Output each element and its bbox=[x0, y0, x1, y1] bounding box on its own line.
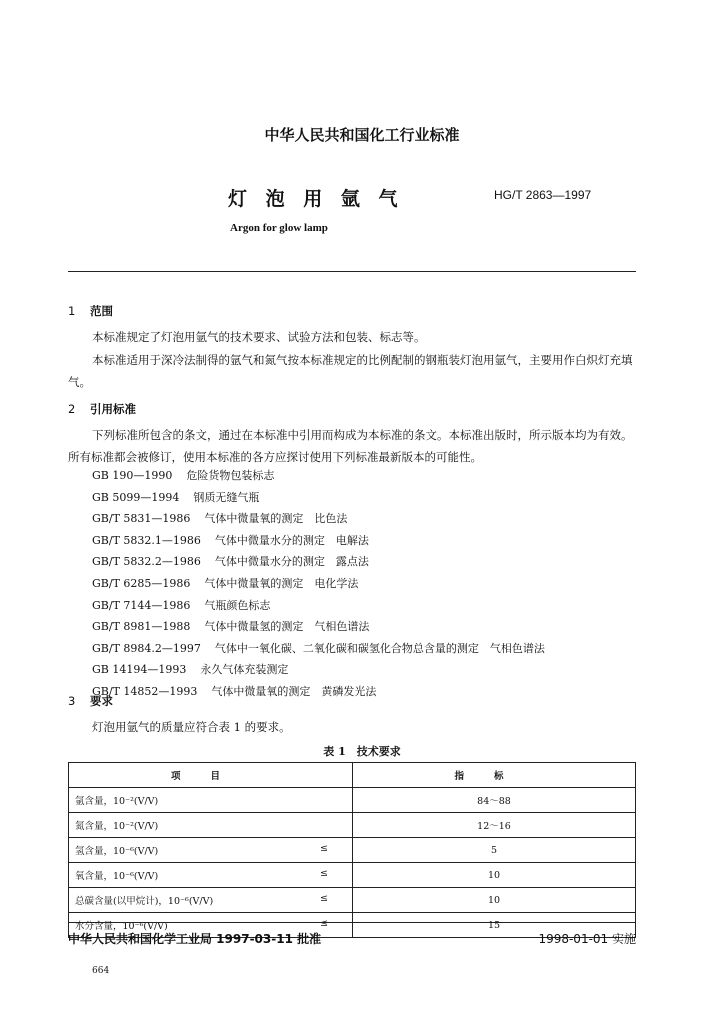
reference-name: 气体中微量氧的测定 黄磷发光法 bbox=[211, 685, 377, 698]
reference-item bbox=[92, 661, 288, 677]
reference-code: GB/T 8984.2—1997 bbox=[92, 641, 201, 655]
reference-code: GB 14194—1993 bbox=[92, 663, 187, 677]
paragraph: 灯泡用氩气的质量应符合表 1 的要求。 bbox=[92, 720, 291, 734]
reference-code: GB/T 5832.1—1986 bbox=[92, 533, 201, 547]
reference-item bbox=[92, 683, 376, 699]
table-row bbox=[69, 813, 636, 838]
reference-item bbox=[92, 532, 369, 548]
reference-code: GB/T 5832.2—1986 bbox=[92, 555, 201, 569]
value-cell: 5 bbox=[353, 838, 636, 863]
reference-code: GB/T 8981—1988 bbox=[92, 620, 191, 634]
reference-name: 气体中微量水分的测定 电解法 bbox=[214, 533, 369, 547]
section-heading: 3 要求 bbox=[68, 694, 113, 708]
operator: ≤ bbox=[320, 893, 328, 904]
standard-header: 中华人民共和国化工行业标准 bbox=[264, 126, 460, 144]
requirements-table bbox=[68, 762, 636, 938]
reference-code: GB/T 6285—1986 bbox=[92, 577, 191, 590]
reference-code: GB 5099—1994 bbox=[92, 490, 180, 504]
section-heading: 1 范围 bbox=[68, 304, 113, 318]
item-cell: 氩含量，10⁻²(V/V) bbox=[69, 788, 353, 813]
reference-item bbox=[92, 553, 369, 569]
value-cell: 84～88 bbox=[353, 788, 636, 813]
value-cell: 12～16 bbox=[353, 813, 636, 838]
reference-code: GB/T 14852—1993 bbox=[92, 685, 198, 698]
reference-name: 危险货物包装标志 bbox=[186, 469, 275, 482]
reference-code: GB/T 7144—1986 bbox=[92, 598, 191, 612]
standard-code: HG/T 2863—1997 bbox=[494, 188, 592, 202]
paragraph: 本标准规定了灯泡用氩气的技术要求、试验方法和包装、标志等。 bbox=[92, 330, 426, 344]
reference-item bbox=[92, 618, 369, 634]
value-cell: 10 bbox=[353, 863, 636, 888]
paragraph: 下列标准所包含的条文，通过在本标准中引用而构成为本标准的条文。本标准出版时，所示版本均为有效。所有标准都会被修订，使用本标准的各方应探讨使用下列标准最新版本的可能性。 bbox=[68, 428, 633, 464]
reference-name: 气瓶颜色标志 bbox=[204, 598, 271, 612]
operator: ≤ bbox=[320, 918, 328, 929]
approval-text: 中华人民共和国化学工业局 1997-03-11 批准 bbox=[68, 932, 322, 946]
reference-item bbox=[92, 640, 545, 656]
item-cell: 氢含量，10⁻⁶(V/V) ≤ bbox=[69, 838, 353, 863]
page-number: 664 bbox=[92, 966, 110, 976]
item-cell: 总碳含量(以甲烷计)，10⁻⁶(V/V) ≤ bbox=[69, 888, 353, 913]
item-cell: 水分含量，10⁻⁶(V/V) ≤ bbox=[69, 913, 353, 938]
table-row bbox=[69, 788, 636, 813]
reference-code: GB 190—1990 bbox=[92, 469, 173, 482]
table-row bbox=[69, 838, 636, 863]
reference-item bbox=[92, 597, 270, 613]
reference-name: 气体中微量水分的测定 露点法 bbox=[214, 555, 369, 569]
reference-item bbox=[92, 467, 274, 483]
table-row bbox=[69, 863, 636, 888]
section-heading: 2 引用标准 bbox=[68, 402, 136, 416]
header-divider bbox=[68, 271, 636, 272]
reference-name: 气体中微量氧的测定 电化学法 bbox=[204, 577, 359, 590]
operator: ≤ bbox=[320, 868, 328, 879]
reference-name: 永久气体充装测定 bbox=[200, 663, 289, 677]
paragraph: 本标准适用于深冷法制得的氩气和氮气按本标准规定的比例配制的钢瓶装灯泡用氩气，主要用作白炽灯充填气。 bbox=[68, 353, 633, 389]
reference-item bbox=[92, 489, 259, 505]
item-cell: 氮含量，10⁻²(V/V) bbox=[69, 813, 353, 838]
reference-name: 气体中一氧化碳、二氧化碳和碳氢化合物总含量的测定 气相色谱法 bbox=[214, 641, 545, 655]
reference-name: 钢质无缝气瓶 bbox=[193, 490, 260, 504]
implementation-date: 1998-01-01 实施 bbox=[538, 932, 636, 946]
item-cell: 氧含量，10⁻⁶(V/V) ≤ bbox=[69, 863, 353, 888]
column-header: 项目 bbox=[69, 763, 353, 788]
footer-divider bbox=[68, 922, 636, 923]
reference-item bbox=[92, 575, 358, 591]
reference-code: GB/T 5831—1986 bbox=[92, 512, 191, 526]
table-caption: 表 1 技术要求 bbox=[323, 745, 401, 758]
operator: ≤ bbox=[320, 843, 328, 854]
table-row bbox=[69, 888, 636, 913]
reference-item bbox=[92, 510, 347, 526]
document-title: 灯 泡 用 氩 气 bbox=[228, 188, 404, 210]
reference-name: 气体中微量氧的测定 比色法 bbox=[204, 512, 348, 526]
value-cell: 10 bbox=[353, 888, 636, 913]
column-header: 指标 bbox=[353, 763, 636, 788]
table-header-row bbox=[69, 763, 636, 788]
english-title: Argon for glow lamp bbox=[230, 222, 328, 234]
value-cell: 15 bbox=[353, 913, 636, 938]
reference-name: 气体中微量氢的测定 气相色谱法 bbox=[204, 620, 370, 634]
